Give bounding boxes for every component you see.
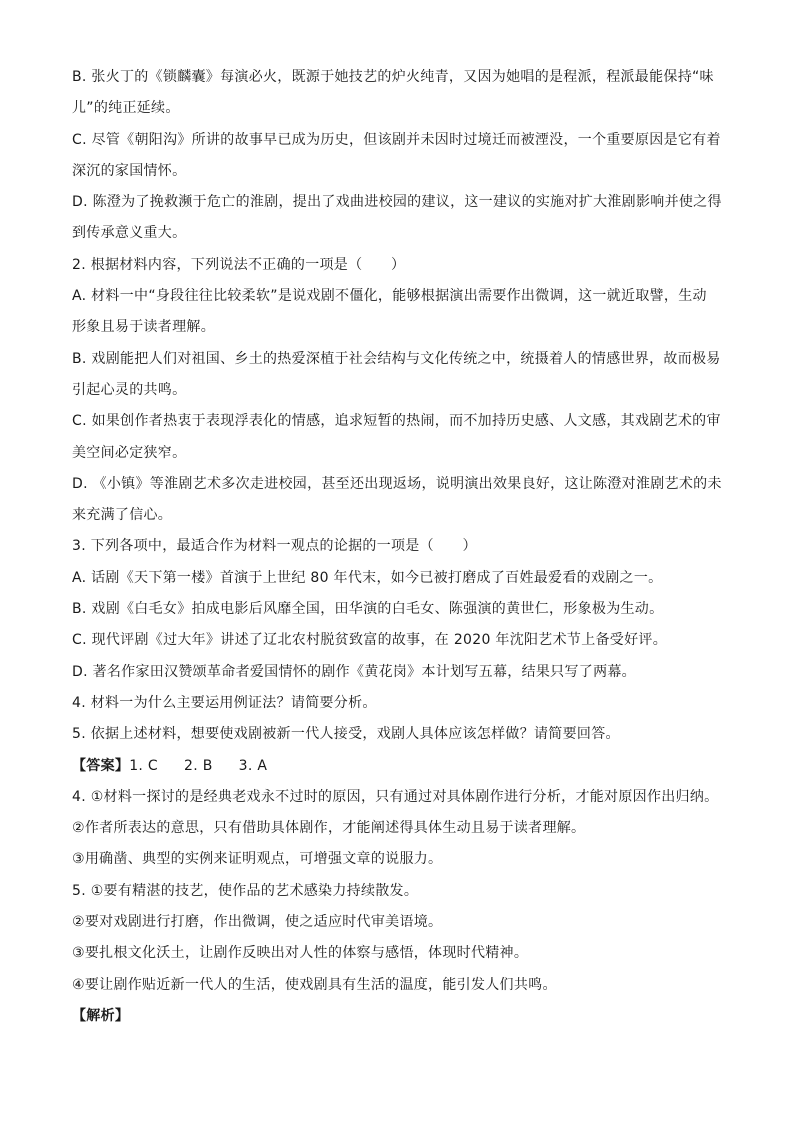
q3-option-a: A. 话剧《天下第一楼》首演于上世纪 80 年代末，如今已被打磨成了百姓最爱看的戏剧之一。	[72, 569, 663, 586]
q3-option-c: C. 现代评剧《过大年》讲述了辽北农村脱贫致富的故事，在 2020 年沈阳艺术节上备受好评。	[72, 632, 668, 649]
q1-option-c-line1: C. 尽管《朝阳沟》所讲的故事早已成为历史，但该剧并未因时过境迁而被湮没，一个重要原因是它有着	[72, 131, 721, 148]
q1-option-b-line1: B. 张火丁的《锁麟囊》每演必火，既源于她技艺的炉火纯青，又因为她唱的是程派，程派最能保持“味	[72, 69, 714, 85]
q2-option-d-line1: D. 《小镇》等淮剧艺术多次走进校园，甚至还出现返场，说明演出效果良好，这让陈澄对淮剧艺术的未	[72, 475, 722, 492]
q1-option-d-line2: 到传承意义重大。	[72, 225, 187, 242]
document-page	[72, 62, 722, 1032]
answer5-line1: 5. ①要有精湛的技艺，使作品的艺术感染力持续散发。	[72, 882, 419, 899]
q3-option-b: B. 戏剧《白毛女》拍成电影后风靡全国，田华演的白毛女、陈强演的黄世仁，形象极为生动。	[72, 601, 664, 618]
q2-option-a-line2: 形象且易于读者理解。	[72, 319, 215, 336]
answer-item-2: 2. B	[184, 757, 213, 774]
q3-stem: 3. 下列各项中，最适合作为材料一观点的论据的一项是（ ）	[72, 538, 477, 555]
answer-line	[72, 751, 722, 782]
q2-stem: 2. 根据材料内容，下列说法不正确的一项是（ ）	[72, 256, 406, 273]
q2-option-d-line2: 来充满了信心。	[72, 507, 173, 524]
answer4-line1: 4. ①材料一探讨的是经典老戏永不过时的原因，只有通过对具体剧作进行分析，才能对原因作出归纳。	[72, 788, 719, 805]
answer4-line3: ③用确凿、典型的实例来证明观点，可增强文章的说服力。	[72, 851, 443, 868]
answer4-line2: ②作者所表达的意思，只有借助具体剧作，才能阐述得具体生动且易于读者理解。	[72, 820, 586, 837]
answer-item-3: 3. A	[238, 757, 268, 774]
answer-label: 【答案】	[72, 757, 130, 774]
q3-option-d: D. 著名作家田汉赞颂革命者爱国情怀的剧作《黄花岗》本计划写五幕，结果只写了两幕。	[72, 663, 636, 680]
q2-option-c-line1: C. 如果创作者热衷于表现浮表化的情感，追求短暂的热闹，而不加持历史感、人文感，其戏剧艺术的审	[72, 413, 721, 430]
q1-option-b-line2: 儿”的纯正延续。	[72, 100, 180, 117]
analysis-label: 【解析】	[72, 1007, 130, 1024]
q1-option-d-line1: D. 陈澄为了挽救濒于危亡的淮剧，提出了戏曲进校园的建议，这一建议的实施对扩大淮剧影响并使之得	[72, 194, 722, 211]
q2-option-c-line2: 美空间必定狭窄。	[72, 444, 187, 461]
q5-stem: 5. 依据上述材料，想要使戏剧被新一代人接受，戏剧人具体应该怎样做？请简要回答。	[72, 726, 620, 743]
q2-option-b-line1: B. 戏剧能把人们对祖国、乡土的热爱深植于社会结构与文化传统之中，统摄着人的情感世界，故而极易	[72, 350, 721, 367]
answer-item-1: 1. C	[129, 757, 158, 774]
q4-stem: 4. 材料一为什么主要运用例证法？请简要分析。	[72, 694, 377, 711]
q2-option-a-line1: A. 材料一中“身段往往比较柔软”是说戏剧不僵化，能够根据演出需要作出微调，这一就近取譬，生动	[72, 288, 707, 305]
answer5-line2: ②要对戏剧进行打磨，作出微调，使之适应时代审美语境。	[72, 914, 443, 931]
answer5-line4: ④要让剧作贴近新一代人的生活，使戏剧具有生活的温度，能引发人们共鸣。	[72, 976, 557, 993]
q1-option-c-line2: 深沉的家国情怀。	[72, 162, 187, 179]
answer5-line3: ③要扎根文化沃土，让剧作反映出对人性的体察与感悟，体现时代精神。	[72, 945, 529, 962]
q2-option-b-line2: 引起心灵的共鸣。	[72, 381, 187, 398]
